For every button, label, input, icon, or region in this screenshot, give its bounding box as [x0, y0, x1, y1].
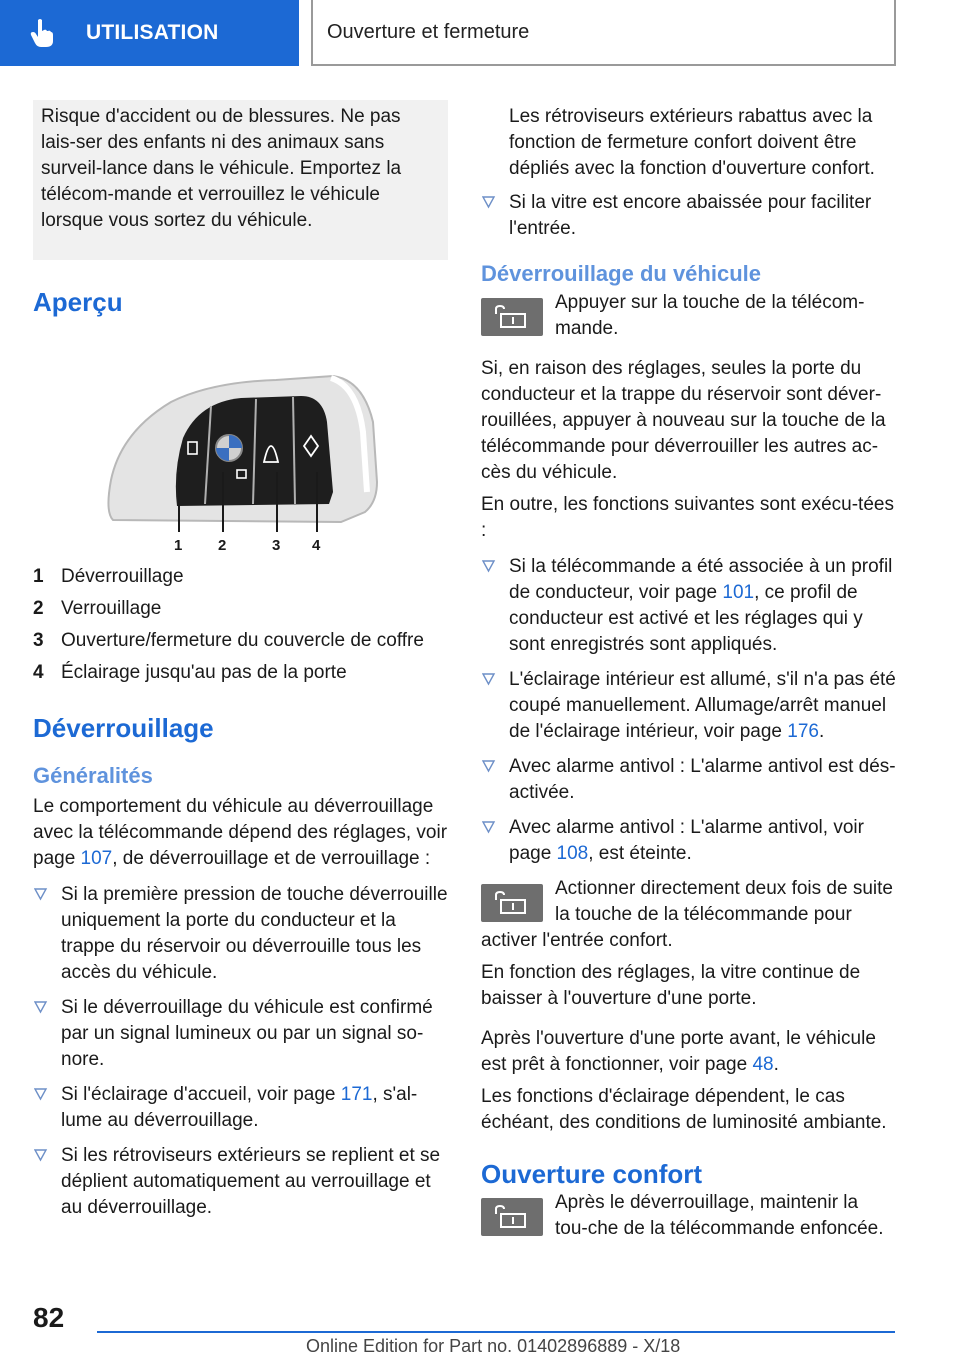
comfort-key-row: [481, 1190, 896, 1244]
general-bullets: [33, 882, 448, 1221]
continued-bullets: [481, 190, 896, 242]
triangle-bullet-icon: [34, 998, 48, 1018]
vehicle-unlock-heading: Déverrouillage du véhicule: [481, 261, 761, 286]
press-instruction: Appuyer sur la touche de la télécom‐mande.: [555, 292, 865, 339]
unlock-para-5: Les fonctions d'éclairage dépendent, le cas échéant, des conditions de luminosité ambiante.: [481, 1086, 887, 1133]
general-intro: Le comportement du véhicule au déverrouillage avec la télécommande dépend des réglages, voir page 107, de déverrouillage et de verrouillage :: [33, 796, 448, 869]
bullet-item: Si l'éclairage d'accueil, voir page 171, s'al‐lume au déverrouillage.: [33, 1082, 448, 1134]
page-header: [0, 0, 960, 66]
unlock-button-icon: [481, 298, 543, 336]
page-link[interactable]: 48: [752, 1054, 774, 1075]
triangle-bullet-icon: [482, 670, 496, 690]
comfort-heading: Ouverture confort: [481, 1159, 703, 1189]
triangle-bullet-icon: [482, 757, 496, 777]
legend-item: 2 Verrouillage: [33, 598, 162, 619]
touch-hand-icon: [18, 18, 66, 48]
bullet-item: Si la vitre est encore abaissée pour faciliter l'entrée.: [481, 190, 896, 242]
callout-2: 2: [218, 537, 227, 552]
callout-3: 3: [272, 537, 281, 552]
page-link[interactable]: 176: [787, 721, 819, 742]
left-column: [33, 100, 448, 1230]
chapter-title: Ouverture et fermeture: [311, 0, 896, 66]
triangle-bullet-icon: [34, 1146, 48, 1166]
section-label: UTILISATION: [86, 21, 219, 44]
unlock-para-1: Si, en raison des réglages, seules la porte du conducteur et la trappe du réservoir sont déver‐rouillées, appuyer à nouveau sur la touche de la télécommande pour déverrouiller les autres ac‐cès du véhicule.: [481, 358, 886, 483]
unlock-button-icon: [481, 884, 543, 922]
bullet-item: Si le déverrouillage du véhicule est confirmé par un signal lumineux ou par un signal so‐nore.: [33, 995, 448, 1073]
legend-item: 1 Déverrouillage: [33, 566, 184, 587]
triangle-bullet-icon: [482, 818, 496, 838]
footer-rule: [97, 1331, 895, 1333]
legend-item: 4 Éclairage jusqu'au pas de la porte: [33, 662, 347, 683]
unlock-para-2: En outre, les fonctions suivantes sont exécu‐tées :: [481, 494, 894, 541]
general-heading: Généralités: [33, 763, 153, 788]
triangle-bullet-icon: [482, 193, 496, 213]
callout-1: 1: [174, 537, 183, 552]
right-column: [481, 100, 896, 1244]
bullet-item: Si la première pression de touche déverrouille uniquement la porte du conducteur et la trappe du réservoir ou déverrouille tous les accès du véhicule.: [33, 882, 448, 986]
section-tab: [0, 0, 299, 66]
comfort-text: Après le déverrouillage, maintenir la tou‐che de la télécommande enfoncée.: [555, 1192, 884, 1239]
callout-4: 4: [312, 537, 321, 552]
legend-item: 3 Ouverture/fermeture du couvercle de coffre: [33, 630, 424, 651]
page-number: 82: [33, 1302, 65, 1333]
warning-box: Risque d'accident ou de blessures. Ne pas lais‐ser des enfants ni des animaux sans surveil‐lance dans le véhicule. Emportez la télécom‐mande et verrouillez le véhicule lorsque vous sortez du véhicule.: [33, 100, 448, 260]
bullet-item: Si la télécommande a été associée à un profil de conducteur, voir page 101, ce profil de conducteur est activé et les réglages qui y sont enregistrés sont appliqués.: [481, 554, 896, 658]
unlock-key-row: [481, 290, 896, 344]
double-press-row: [481, 876, 896, 954]
bullet-item: L'éclairage intérieur est allumé, s'il n'a pas été coupé manuellement. Allumage/arrêt manuel de l'éclairage intérieur, voir page 176.: [481, 667, 896, 745]
unlock-heading: Déverrouillage: [33, 713, 214, 743]
unlock-para-3: En fonction des réglages, la vitre continue de baisser à l'ouverture d'une porte.: [481, 962, 861, 1009]
triangle-bullet-icon: [34, 885, 48, 905]
remote-key-illustration: [101, 372, 391, 552]
page-link[interactable]: 108: [556, 843, 589, 864]
double-press-text: Actionner directement deux fois de suite la touche de la télécommande pour activer l'entrée confort.: [481, 878, 893, 951]
mirror-text: Les rétroviseurs extérieurs rabattus avec la fonction de fermeture confort doivent être dépliés avec la fonction d'ouverture confort.: [509, 106, 875, 179]
overview-heading: Aperçu: [33, 287, 123, 317]
bullet-item: Avec alarme antivol : L'alarme antivol, voir page 108, est éteinte.: [481, 815, 896, 867]
triangle-bullet-icon: [482, 557, 496, 577]
edition-text: Online Edition for Part no. 01402896889 - X/18: [306, 1336, 681, 1356]
bullet-item: Si les rétroviseurs extérieurs se replient et se déplient automatiquement au verrouillage et au déverrouillage.: [33, 1143, 448, 1221]
page-link[interactable]: 101: [722, 582, 755, 603]
unlock-para-4: Après l'ouverture d'une porte avant, le véhicule est prêt à fonctionner, voir page 48.: [481, 1028, 876, 1075]
page-link[interactable]: 171: [340, 1084, 373, 1105]
functions-bullets: [481, 554, 896, 867]
unlock-button-icon: [481, 1198, 543, 1236]
page-link[interactable]: 107: [80, 848, 113, 869]
bullet-item: Avec alarme antivol : L'alarme antivol est dés‐activée.: [481, 754, 896, 806]
triangle-bullet-icon: [34, 1085, 48, 1105]
key-legend: [33, 564, 448, 686]
